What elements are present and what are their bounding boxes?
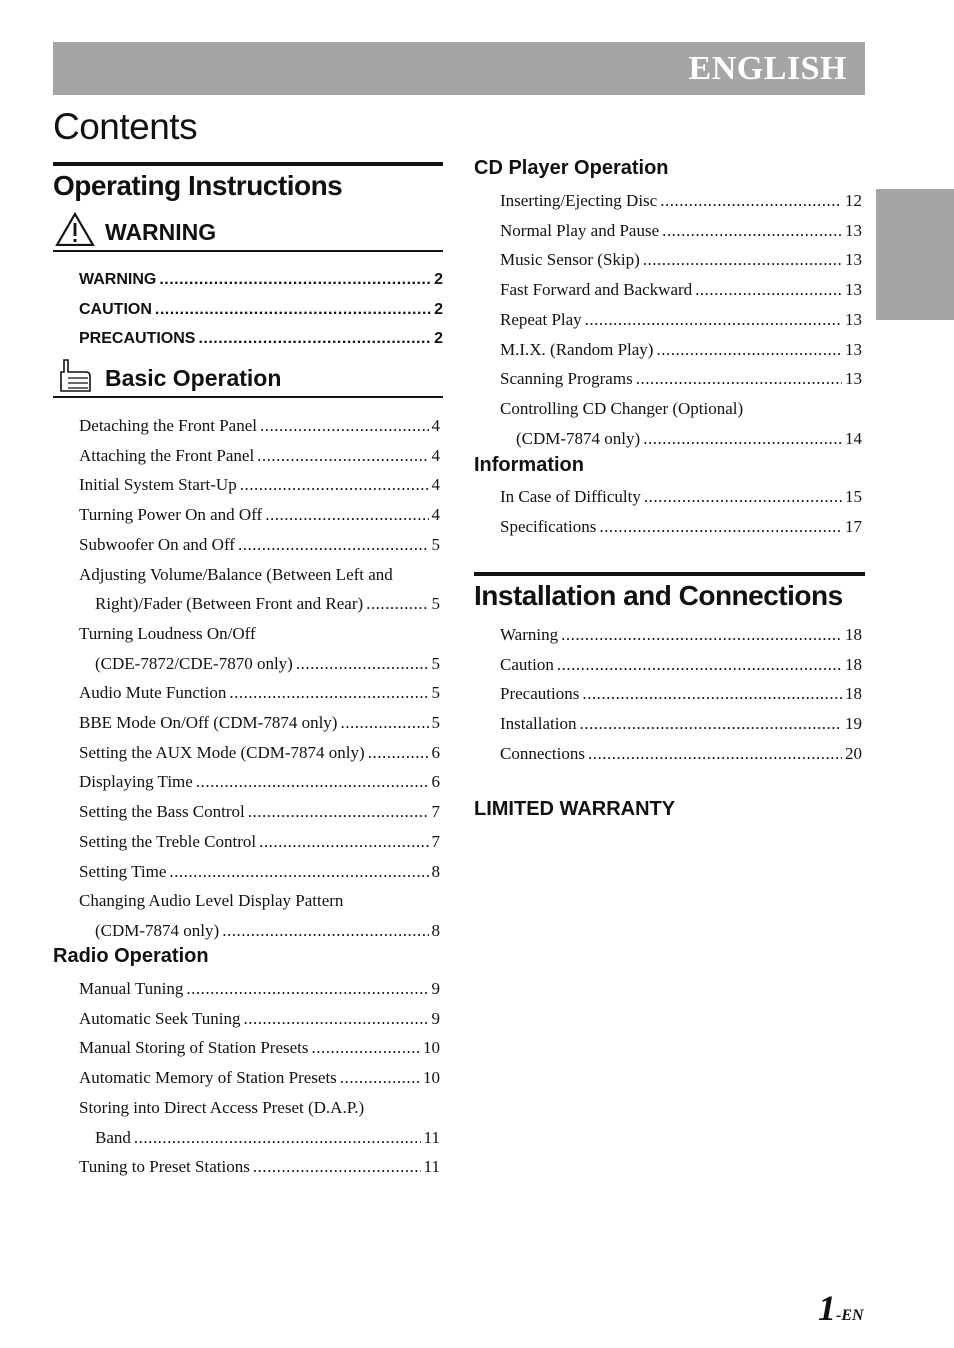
toc-entry[interactable]: Attaching the Front Panel ..... 4 — [79, 441, 440, 471]
radio-operation-title: Radio Operation — [53, 945, 209, 967]
toc-entry[interactable]: Band ..... 11 — [79, 1123, 440, 1153]
information-title: Information — [474, 454, 584, 476]
toc-entry[interactable]: Connections ..... 20 — [500, 739, 862, 769]
toc-entry[interactable]: Setting the Bass Control ..... 7 — [79, 797, 440, 827]
toc-entry[interactable]: BBE Mode On/Off (CDM-7874 only) ..... 5 — [79, 708, 440, 738]
operating-instructions-title: Operating Instructions — [53, 162, 443, 202]
toc-entry[interactable]: Adjusting Volume/Balance (Between Left and — [79, 564, 393, 584]
warning-section-label: WARNING — [105, 219, 217, 245]
language-label: ENGLISH — [688, 50, 847, 87]
toc-entry[interactable]: Subwoofer On and Off ..... 5 — [79, 530, 440, 560]
warning-toc — [79, 265, 443, 354]
toc-entry[interactable]: Turning Power On and Off ..... 4 — [79, 500, 440, 530]
toc-entry[interactable]: Inserting/Ejecting Disc ..... 12 — [500, 186, 862, 216]
toc-entry[interactable]: Warning ..... 18 — [500, 620, 862, 650]
toc-entry[interactable]: Tuning to Preset Stations ..... 11 — [79, 1152, 440, 1182]
cd-player-toc — [500, 186, 862, 453]
page-number — [818, 1287, 864, 1329]
information-toc — [500, 482, 862, 541]
installation-connections-title: Installation and Connections — [474, 572, 865, 612]
toc-entry[interactable]: Manual Tuning ..... 9 — [79, 974, 440, 1004]
toc-entry[interactable]: Fast Forward and Backward ..... 13 — [500, 275, 862, 305]
toc-entry[interactable]: Audio Mute Function ..... 5 — [79, 678, 440, 708]
toc-entry[interactable]: Precautions ..... 18 — [500, 679, 862, 709]
toc-entry[interactable]: Turning Loudness On/Off — [79, 623, 256, 643]
toc-entry[interactable]: Repeat Play ..... 13 — [500, 305, 862, 335]
toc-entry[interactable]: Automatic Seek Tuning ..... 9 — [79, 1004, 440, 1034]
toc-entry[interactable]: (CDM-7874 only) ..... 14 — [500, 424, 862, 454]
toc-entry[interactable]: Changing Audio Level Display Pattern — [79, 891, 344, 911]
toc-entry[interactable]: Initial System Start-Up ..... 4 — [79, 470, 440, 500]
toc-entry[interactable]: Music Sensor (Skip) ..... 13 — [500, 245, 862, 275]
side-tab-marker — [876, 189, 954, 320]
toc-entry-warning[interactable]: WARNING ..... 2 — [79, 265, 443, 295]
toc-entry[interactable]: Setting the AUX Mode (CDM-7874 only) ..... 6 — [79, 738, 440, 768]
toc-entry[interactable]: Storing into Direct Access Preset (D.A.P.) — [79, 1097, 365, 1117]
page-title: Contents — [53, 106, 198, 147]
page-number-suffix: -EN — [836, 1307, 864, 1324]
basic-operation-label: Basic Operation — [105, 365, 282, 391]
cd-player-operation-title: CD Player Operation — [474, 157, 669, 179]
toc-entry[interactable]: Detaching the Front Panel ..... 4 — [79, 411, 440, 441]
toc-entry[interactable]: In Case of Difficulty ..... 15 — [500, 482, 862, 512]
toc-entry[interactable]: (CDE-7872/CDE-7870 only) ..... 5 — [79, 649, 440, 679]
toc-entry[interactable]: Controlling CD Changer (Optional) — [500, 398, 744, 418]
toc-entry[interactable]: Installation ..... 19 — [500, 709, 862, 739]
toc-entry[interactable]: M.I.X. (Random Play) ..... 13 — [500, 335, 862, 365]
basic-operation-title — [53, 358, 443, 398]
toc-entry[interactable]: Caution ..... 18 — [500, 650, 862, 680]
toc-entry-caution[interactable]: CAUTION ..... 2 — [79, 295, 443, 325]
installation-toc — [500, 620, 862, 769]
language-banner — [53, 42, 865, 95]
toc-entry[interactable]: Normal Play and Pause ..... 13 — [500, 216, 862, 246]
page-number-value: 1 — [818, 1288, 836, 1328]
basic-operation-section — [53, 358, 443, 398]
basic-operation-toc — [79, 411, 440, 946]
warning-triangle-icon — [53, 212, 97, 246]
toc-entry[interactable]: Right)/Fader (Between Front and Rear) ..... 5 — [79, 589, 440, 619]
radio-operation-toc — [79, 974, 440, 1182]
toc-entry[interactable]: (CDM-7874 only) ..... 8 — [79, 916, 440, 946]
toc-entry[interactable]: Automatic Memory of Station Presets ..... 10 — [79, 1063, 440, 1093]
warning-section-title — [53, 212, 443, 252]
limited-warranty-link[interactable]: LIMITED WARRANTY — [474, 798, 676, 820]
toc-entry[interactable]: Manual Storing of Station Presets ..... 10 — [79, 1033, 440, 1063]
toc-entry[interactable]: Setting the Treble Control ..... 7 — [79, 827, 440, 857]
toc-entry[interactable]: Scanning Programs ..... 13 — [500, 364, 862, 394]
hand-pointer-icon — [53, 358, 97, 392]
warning-section — [53, 212, 443, 252]
toc-entry[interactable]: Displaying Time ..... 6 — [79, 767, 440, 797]
toc-entry-precautions[interactable]: PRECAUTIONS ..... 2 — [79, 324, 443, 354]
toc-entry[interactable]: Setting Time ..... 8 — [79, 857, 440, 887]
toc-entry[interactable]: Specifications ..... 17 — [500, 512, 862, 542]
